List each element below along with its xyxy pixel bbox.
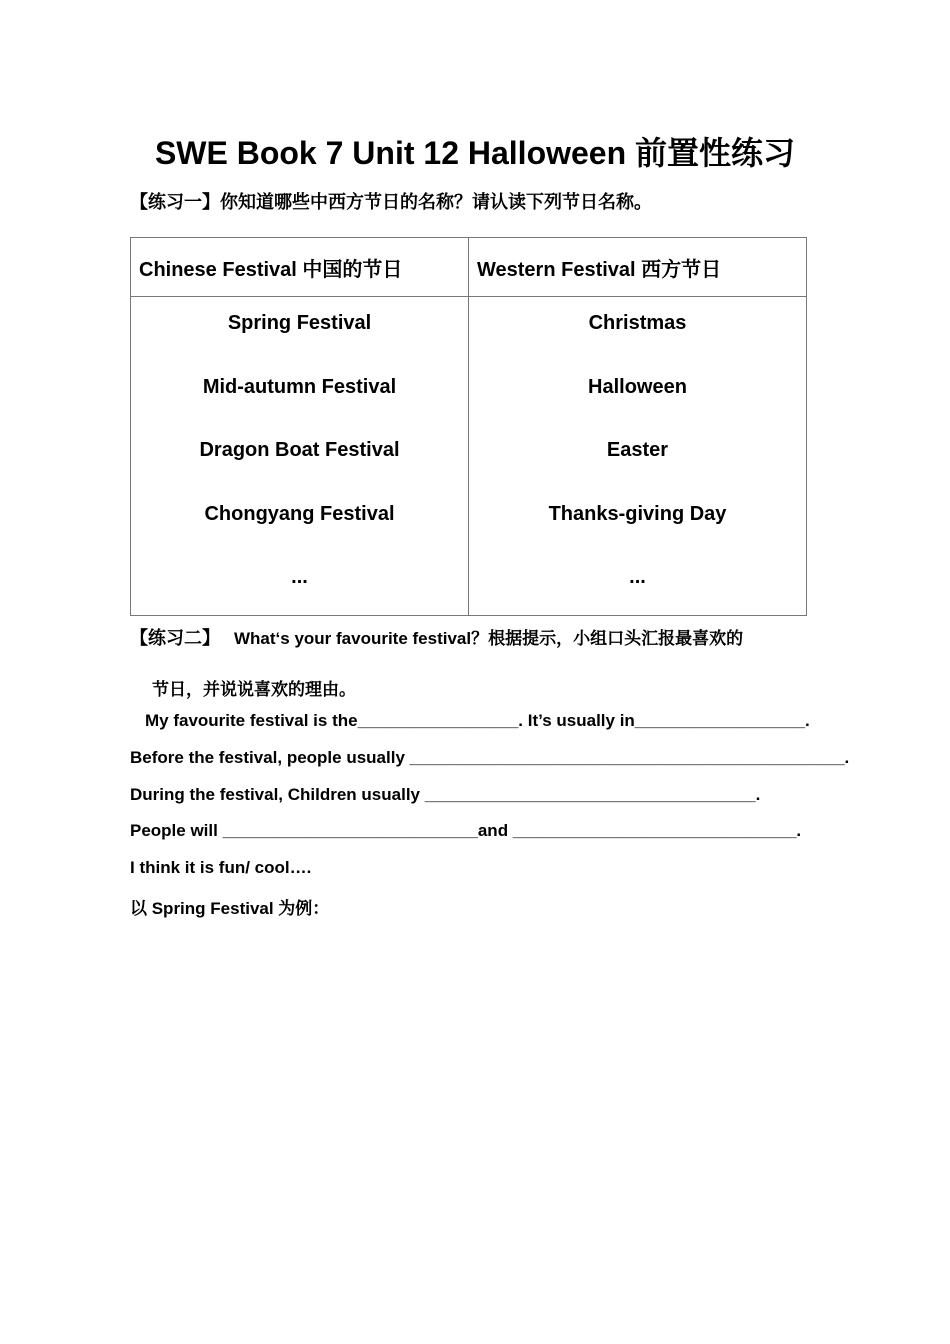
page-title: SWE Book 7 Unit 12 Halloween 前置性练习	[154, 135, 796, 171]
list-item: Christmas	[588, 312, 687, 334]
list-item: Easter	[606, 439, 669, 461]
list-item: Spring Festival	[227, 312, 372, 334]
exercise2-heading	[130, 624, 743, 650]
fill-line-favourite: My favourite festival is the_________________. It’s usually in__________________.	[145, 711, 810, 730]
exercise2-prompt: What‘s your favourite festival？根据提示，小组口头汇报最喜欢的	[234, 629, 744, 648]
table-body-row	[131, 297, 807, 616]
western-festival-cell	[469, 297, 807, 616]
western-festival-list	[469, 297, 806, 615]
list-item: Mid-autumn Festival	[202, 375, 397, 398]
chinese-festival-cell	[131, 297, 469, 616]
fill-line-people: People will ___________________________and ______________________________.	[130, 821, 802, 840]
exercise1-heading: 【练习一】你知道哪些中西方节日的名称？请认读下列节日名称。	[130, 192, 652, 212]
fill-line-before: Before the festival, people usually ______________________________________________.	[130, 748, 850, 767]
list-item: Dragon Boat Festival	[199, 439, 400, 461]
list-item: Chongyang Festival	[204, 502, 395, 525]
fill-line-during: During the festival, Children usually ___________________________________.	[130, 785, 761, 804]
example-line: 以 Spring Festival 为例：	[130, 899, 330, 918]
list-item: ...	[291, 566, 308, 588]
exercise2-prompt-continued: 节日，并说说喜欢的理由。	[152, 680, 356, 699]
chinese-festival-list	[131, 297, 468, 615]
chinese-festival-header: Chinese Festival 中国的节日	[131, 238, 469, 297]
list-item: Halloween	[588, 375, 687, 398]
fill-line-opinion: I think it is fun/ cool….	[130, 858, 312, 877]
list-item: Thanks-giving Day	[548, 502, 727, 525]
list-item: ...	[629, 566, 646, 588]
exercise2-label: 【练习二】	[130, 628, 220, 648]
table-header-row	[131, 238, 807, 297]
western-festival-header: Western Festival 西方节日	[469, 238, 807, 297]
festival-table	[130, 237, 807, 616]
